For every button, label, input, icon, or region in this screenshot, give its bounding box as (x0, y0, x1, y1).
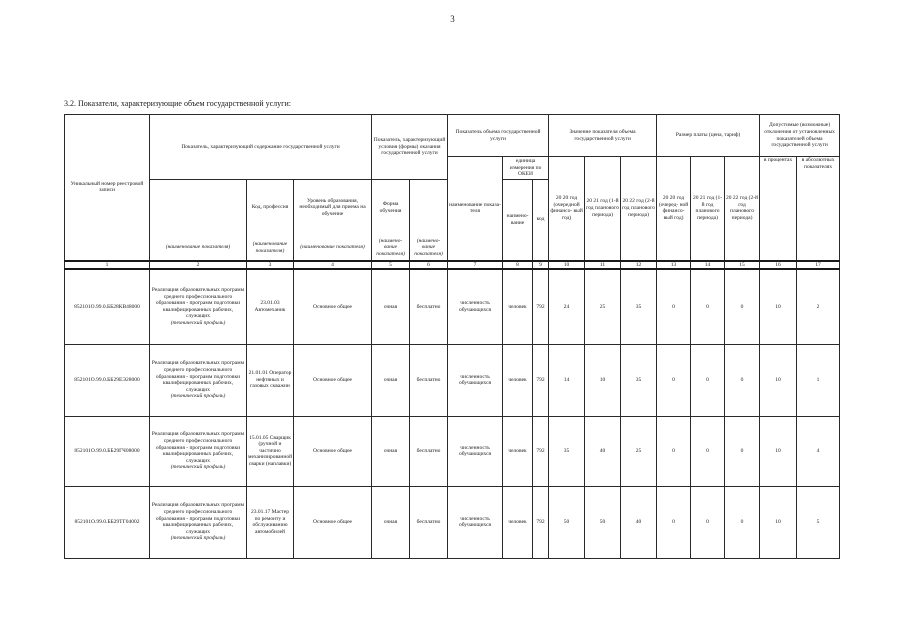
education-form: очная (372, 344, 410, 416)
header-in-percent: в процентах (760, 157, 797, 261)
fee-2020: 0 (657, 269, 691, 344)
header-conditions-indicator: Показатель, характеризующий условия (формы) оказания государственной услуги (372, 115, 448, 180)
fee-2021: 0 (691, 486, 725, 558)
program-profile: (технический профиль) (170, 393, 226, 400)
value-2022: 40 (621, 486, 657, 558)
column-number: 1 (65, 261, 150, 270)
deviation-percent: 10 (760, 486, 797, 558)
header-fee-year-2022: 20 22 год (2-й год планового периода) (725, 157, 760, 261)
indicator-name: численность обучающихся (448, 344, 503, 416)
header-unit-measure: единица измерения по ОКЕИ (503, 157, 549, 180)
program-cell (150, 344, 247, 416)
program-name: Реализация образовательных программ среднего профессионального образования - программ подготовки квалифицированных рабочих, служащих (151, 287, 245, 320)
table-row (65, 416, 840, 486)
payment-type: бесплатно (410, 416, 448, 486)
profession-code: 15.01.05 Сварщик (ручной и частично механизированной сварки (наплавки) (247, 416, 294, 486)
column-number: 13 (657, 261, 691, 270)
header-indicator-name: наименование показа- теля (448, 157, 503, 261)
fee-2020: 0 (657, 416, 691, 486)
table-row (65, 486, 840, 558)
payment-type: бесплатно (410, 344, 448, 416)
deviation-percent: 10 (760, 269, 797, 344)
value-2020: 14 (549, 344, 585, 416)
education-level: Основное общее (294, 344, 372, 416)
value-2020: 35 (549, 416, 585, 486)
value-2021: 40 (585, 416, 621, 486)
header-in-absolute: в абсолютных показателях (797, 157, 840, 261)
program-cell (150, 269, 247, 344)
column-number: 14 (691, 261, 725, 270)
value-2021: 25 (585, 269, 621, 344)
program-profile: (технический профиль) (170, 320, 226, 327)
education-form: очная (372, 416, 410, 486)
column-number: 11 (585, 261, 621, 270)
fee-2022: 0 (725, 486, 760, 558)
header-col2-blank (150, 180, 247, 236)
indicator-name: численность обучающихся (448, 269, 503, 344)
header-sub-name-4: (наимено- вание показателя) (372, 236, 410, 261)
indicator-name: численность обучающихся (448, 416, 503, 486)
header-sub-name-1: (наименование показателя) (150, 236, 247, 261)
header-education-form: Форма обучения (372, 180, 410, 236)
header-fee-year-2020: 20 20 год (очеред- ной финансо- вый год) (657, 157, 691, 261)
header-year-2021: 20 21 год (1-й год планового периода) (585, 157, 621, 261)
header-unit-name: наимено- вание (503, 180, 533, 261)
registry-number: 852101О.99.0.ББ29ГЧ08000 (65, 416, 150, 486)
payment-type: бесплатно (410, 269, 448, 344)
column-number: 9 (533, 261, 549, 270)
fee-2021: 0 (691, 344, 725, 416)
column-number: 3 (247, 261, 294, 270)
value-2021: 50 (585, 486, 621, 558)
volume-indicators-table (64, 114, 840, 559)
section-heading: 3.2. Показатели, характеризующие объем государственной услуги: (64, 99, 291, 108)
program-name: Реализация образовательных программ среднего профессионального образования - программ подготовки квалифицированных рабочих, служащих (151, 360, 245, 393)
column-number: 2 (150, 261, 247, 270)
education-level: Основное общее (294, 269, 372, 344)
column-number: 17 (797, 261, 840, 270)
profession-code: 23.01.17 Мастер по ремонту и обслуживанию автомобилей (247, 486, 294, 558)
fee-2021: 0 (691, 269, 725, 344)
column-number: 10 (549, 261, 585, 270)
page-number: 3 (450, 14, 455, 24)
deviation-absolute: 2 (797, 269, 840, 344)
header-volume-values: Значение показателя объема государственной услуги (549, 115, 657, 157)
program-profile: (технический профиль) (170, 535, 226, 542)
header-fee-size: Размер платы (цена, тариф) (657, 115, 760, 157)
fee-2020: 0 (657, 344, 691, 416)
registry-number: 852101О.99.0.ББ28КВ48000 (65, 269, 150, 344)
deviation-percent: 10 (760, 416, 797, 486)
header-education-level: Уровень образования, необходимый для приема на обучение (294, 180, 372, 236)
header-year-2020: 20 20 год (очередной финансо- вый год) (549, 157, 585, 261)
education-form: очная (372, 486, 410, 558)
deviation-percent: 10 (760, 344, 797, 416)
fee-2020: 0 (657, 486, 691, 558)
program-cell (150, 416, 247, 486)
value-2021: 10 (585, 344, 621, 416)
deviation-absolute: 5 (797, 486, 840, 558)
header-fee-year-2021: 20 21 год (1-й год планового периода) (691, 157, 725, 261)
table-row (65, 344, 840, 416)
column-number: 5 (372, 261, 410, 270)
unit-name: человек (503, 344, 533, 416)
value-2022: 25 (621, 416, 657, 486)
column-number: 6 (410, 261, 448, 270)
education-level: Основное общее (294, 486, 372, 558)
column-number: 12 (621, 261, 657, 270)
value-2020: 50 (549, 486, 585, 558)
value-2022: 35 (621, 269, 657, 344)
unit-name: человек (503, 416, 533, 486)
column-number: 4 (294, 261, 372, 270)
profession-code: 21.01.01 Оператор нефтяных и газовых скважин (247, 344, 294, 416)
value-2022: 35 (621, 344, 657, 416)
registry-number: 852101О.99.0.ББ29ЕЭ28000 (65, 344, 150, 416)
header-volume-indicator: Показатель объема государственной услуги (448, 115, 549, 157)
fee-2022: 0 (725, 344, 760, 416)
program-name: Реализация образовательных программ среднего профессионального образования - программ подготовки квалифицированных рабочих, служащих (151, 431, 245, 464)
header-sub-name-2: (наименование показателя) (247, 236, 294, 261)
payment-type: бесплатно (410, 486, 448, 558)
fee-2022: 0 (725, 416, 760, 486)
education-form: очная (372, 269, 410, 344)
column-number: 16 (760, 261, 797, 270)
deviation-absolute: 4 (797, 416, 840, 486)
unit-code: 792 (533, 269, 549, 344)
unit-code: 792 (533, 344, 549, 416)
fee-2021: 0 (691, 416, 725, 486)
unit-code: 792 (533, 486, 549, 558)
deviation-absolute: 1 (797, 344, 840, 416)
registry-number: 852101О.99.0.ББ29ТГ04002 (65, 486, 150, 558)
column-number: 8 (503, 261, 533, 270)
value-2020: 24 (549, 269, 585, 344)
header-profession-code: Код, профессия (247, 180, 294, 236)
program-profile: (технический профиль) (170, 464, 226, 471)
unit-name: человек (503, 486, 533, 558)
header-code: код (533, 180, 549, 261)
header-col6-blank (410, 180, 448, 236)
column-number: 7 (448, 261, 503, 270)
header-deviations: Допустимые (возможные) отклонения от установленных показателей объема государственной услуги (760, 115, 840, 157)
header-content-indicator: Показатель, характеризующий содержание государственной услуги (150, 115, 372, 180)
unit-name: человек (503, 269, 533, 344)
column-number: 15 (725, 261, 760, 270)
header-unique-number: Уникальный номер реестровой записи (65, 115, 150, 261)
profession-code: 23.01.03 Автомеханик (247, 269, 294, 344)
header-sub-name-5: (наимено- вание показателя) (410, 236, 448, 261)
fee-2022: 0 (725, 269, 760, 344)
indicator-name: численность обучающихся (448, 486, 503, 558)
program-cell (150, 486, 247, 558)
header-sub-name-3: (наименование показателя) (294, 236, 372, 261)
program-name: Реализация образовательных программ среднего профессионального образования - программ подготовки квалифицированных рабочих, служащих (151, 502, 245, 535)
header-year-2022: 20 22 год (2-й год планового периода) (621, 157, 657, 261)
education-level: Основное общее (294, 416, 372, 486)
unit-code: 792 (533, 416, 549, 486)
table-row (65, 269, 840, 344)
